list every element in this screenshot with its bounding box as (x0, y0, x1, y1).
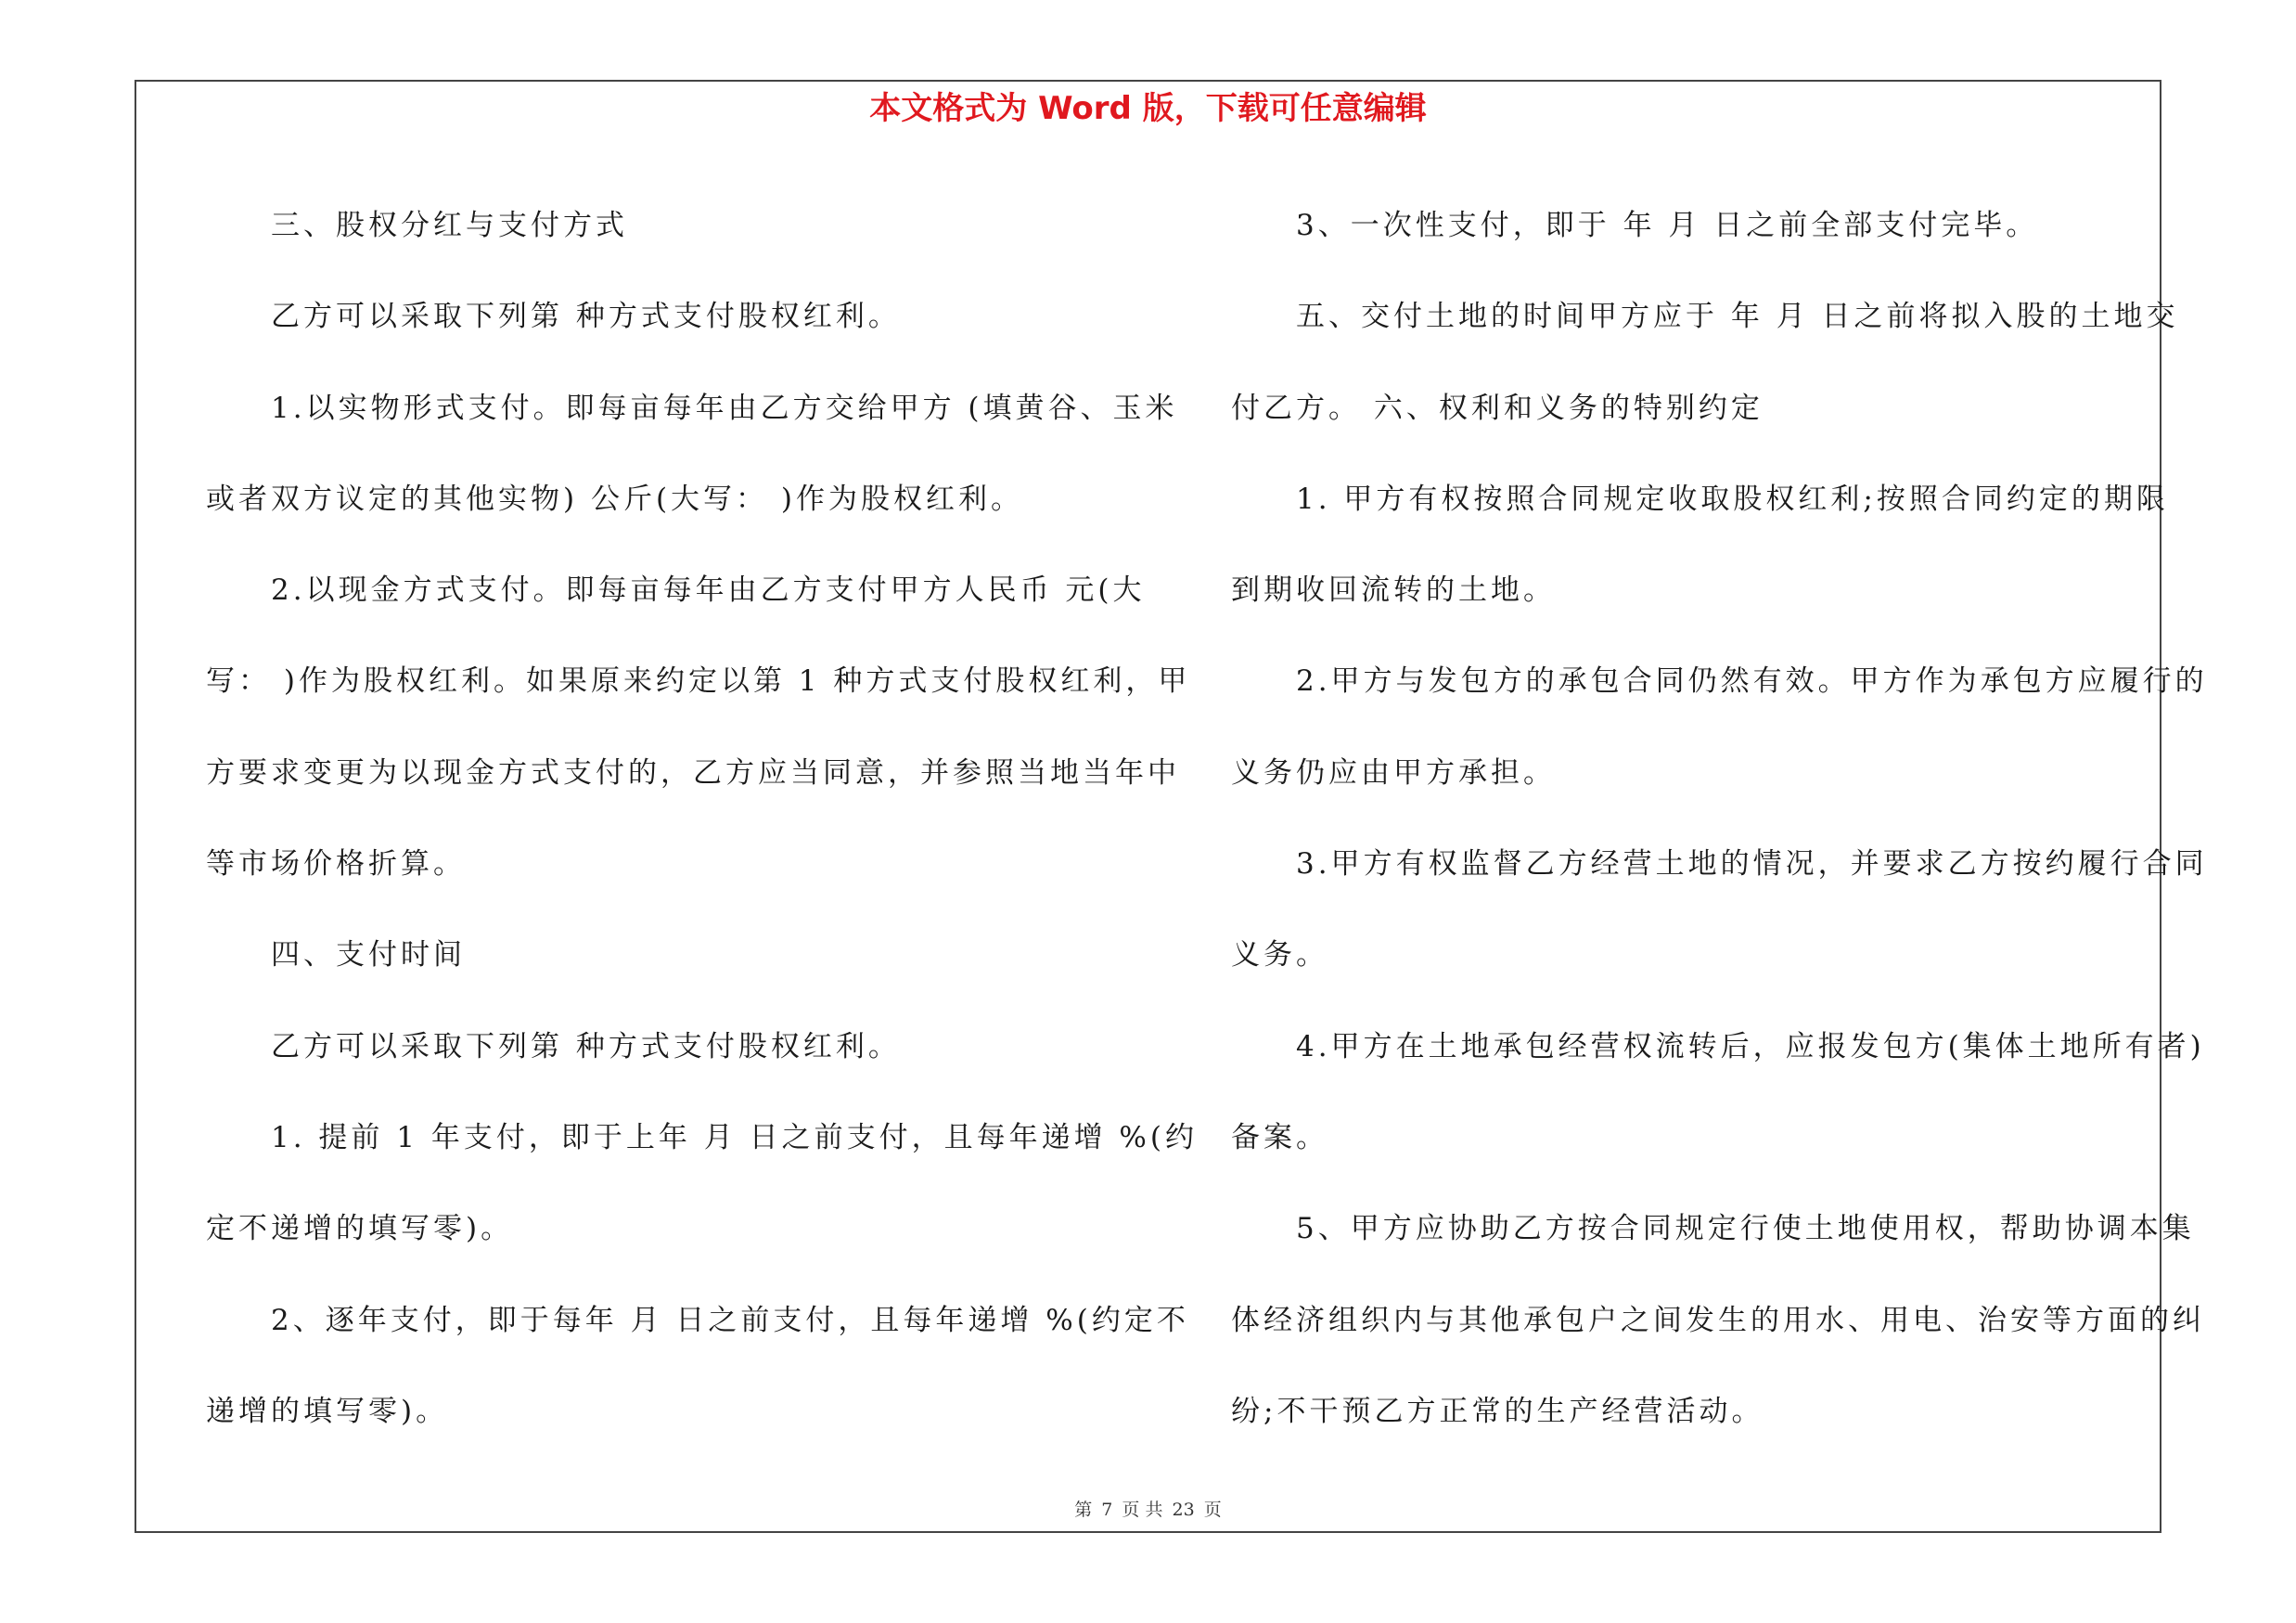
text-line: 乙方可以采取下列第 种方式支付股权红利。 (271, 300, 901, 334)
text-line: 4.甲方在土地承包经营权流转后，应报发包方(集体土地所有者) (1296, 1029, 2205, 1063)
text-line: 2.以现金方式支付。即每亩每年由乙方支付甲方人民币 元(大 (271, 573, 1146, 608)
footer-page-number: 7 (1101, 1500, 1113, 1520)
text-line: 方要求变更为以现金方式支付的，乙方应当同意，并参照当地当年中 (206, 755, 1180, 790)
text-line: 五、交付土地的时间甲方应于 年 月 日之前将拟入股的土地交 (1296, 300, 2179, 334)
text-line: 四、支付时间 (271, 938, 466, 973)
text-line: 定不递增的填写零)。 (206, 1212, 514, 1246)
text-line: 等市场价格折算。 (206, 847, 466, 882)
text-line: 乙方可以采取下列第 种方式支付股权红利。 (271, 1029, 901, 1063)
footer-total-pages: 23 (1172, 1500, 1195, 1520)
text-line: 到期收回流转的土地。 (1231, 573, 1556, 608)
text-line: 1. 提前 1 年支付，即于上年 月 日之前支付，且每年递增 %(约 (271, 1120, 1198, 1154)
text-line: 备案。 (1231, 1120, 1328, 1154)
left-text-column (206, 180, 1198, 1457)
text-line: 3、一次性支付，即于 年 月 日之前全部支付完毕。 (1296, 209, 2039, 242)
footer-prefix: 第 (1074, 1500, 1093, 1520)
text-line: 体经济组织内与其他承包户之间发生的用水、用电、治安等方面的纠 (1231, 1303, 2205, 1337)
text-line: 义务。 (1231, 938, 1328, 973)
footer-middle: 页 共 (1122, 1500, 1163, 1520)
text-line: 三、股权分红与支付方式 (271, 209, 628, 242)
text-line: 2.甲方与发包方的承包合同仍然有效。甲方作为承包方应履行的 (1296, 664, 2208, 699)
text-line: 付乙方。 六、权利和义务的特别约定 (1231, 391, 1764, 425)
text-line: 递增的填写零)。 (206, 1394, 449, 1428)
text-line: 1. 甲方有权按照合同规定收取股权红利;按照合同约定的期限 (1296, 482, 2169, 516)
text-line: 写： )作为股权红利。如果原来约定以第 1 种方式支付股权红利，甲 (206, 664, 1191, 699)
right-text-column (1231, 180, 2208, 1457)
text-line: 2、逐年支付，即于每年 月 日之前支付，且每年递增 %(约定不 (271, 1303, 1189, 1337)
text-line: 5、甲方应协助乙方按合同规定行使土地使用权，帮助协调本集 (1296, 1212, 2195, 1246)
text-line: 纷;不干预乙方正常的生产经营活动。 (1231, 1394, 1764, 1428)
text-line: 1.以实物形式支付。即每亩每年由乙方交给甲方 (填黄谷、玉米 (271, 391, 1178, 425)
text-line: 3.甲方有权监督乙方经营土地的情况，并要求乙方按约履行合同 (1296, 847, 2208, 882)
text-line: 义务仍应由甲方承担。 (1231, 755, 1556, 790)
footer-suffix: 页 (1203, 1500, 1222, 1520)
format-notice-banner: 本文格式为 Word 版，下载可任意编辑 (869, 90, 1427, 127)
page-footer (135, 1496, 2161, 1521)
text-line: 或者双方议定的其他实物) 公斤(大写： )作为股权红利。 (206, 482, 1023, 516)
